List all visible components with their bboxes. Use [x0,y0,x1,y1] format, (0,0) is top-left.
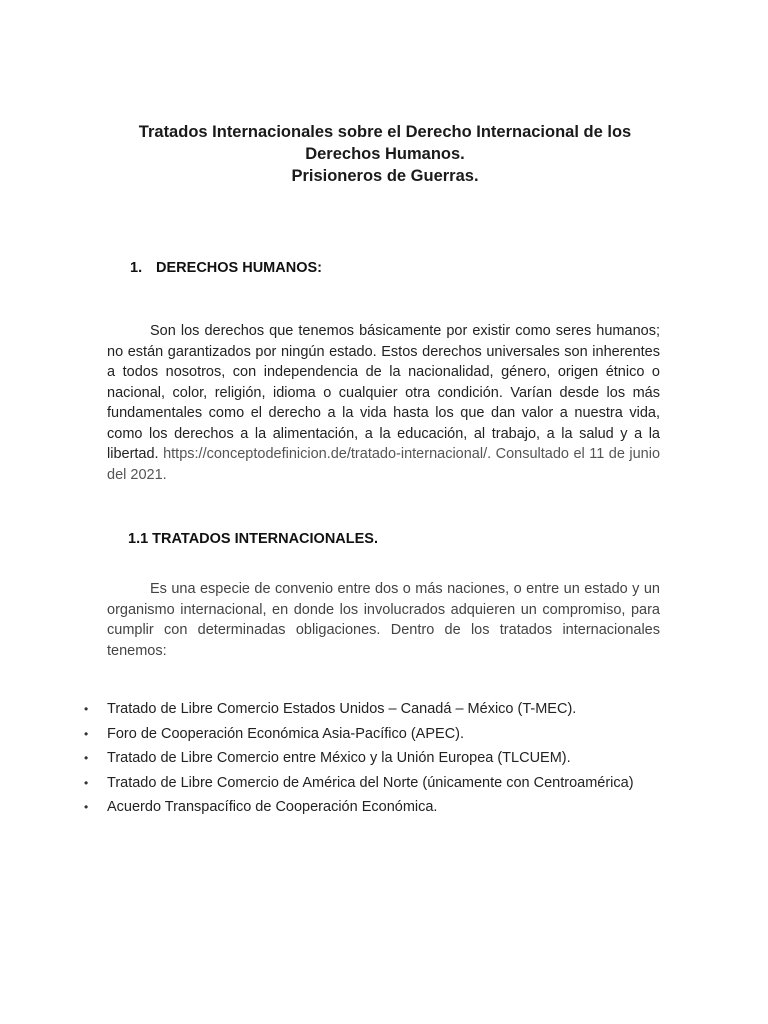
document-title [100,121,670,187]
title-line-2: Derechos Humanos. [305,145,465,163]
section-heading-tratados-internacionales: 1.1 TRATADOS INTERNACIONALES. [128,531,379,547]
section-number: 1. [130,260,143,276]
paragraph-text: Son los derechos que tenemos básicamente por existir como seres humanos; no están garantizados por ningún estado. Estos derechos universales son inherentes a todos nosotros, con independencia de la nacionalidad, género, origen étnico o nacional, color, religión, idioma o cualquier otra condición. Varían desde los más fundamentales como el derecho a la vida hasta los que dan valor a nuestra vida, como los derechos a la alimentación, a la educación, al trabajo, a la salud y a la libertad. [107,323,660,462]
bullet-icon: • [84,775,89,790]
reference-note: Consultado el 11 de junio del 2021. [107,446,661,483]
paragraph-tratados-internacionales [107,579,660,661]
bullet-icon: • [84,751,89,766]
bullet-icon: • [84,702,89,716]
title-line-3: Prisioneros de Guerras. [291,167,479,185]
treaty-list [84,699,634,822]
list-item [84,699,634,724]
list-item [84,724,634,749]
bullet-icon: • [84,726,89,741]
list-item-text: Tratado de Libre Comercio Estados Unidos – Canadá – México (T-MEC). [107,701,577,717]
list-item [84,748,634,773]
list-item-text: Acuerdo Transpacífico de Cooperación Económica. [107,799,438,816]
list-item [84,773,634,798]
title-line-1: Tratados Internacionales sobre el Derecho Internacional de los [138,123,632,141]
reference-link[interactable]: https://conceptodefinicion.de/tratado-internacional/. [163,446,492,462]
list-item-text: Tratado de Libre Comercio de América del Norte (únicamente con Centroamérica) [107,774,634,791]
paragraph-text: Es una especie de convenio entre dos o más naciones, o entre un estado y un organismo internacional, en donde los involucrados adquieren un compromiso, para cumplir con determinadas obligaciones. Dentro de los tratados internacionales tenemos: [107,581,660,659]
list-item-text: Foro de Cooperación Económica Asia-Pacífico (APEC). [107,725,465,742]
bullet-icon: • [84,800,89,815]
list-item [84,797,634,822]
section-heading-text: DERECHOS HUMANOS: [156,260,322,276]
section-heading-derechos-humanos [130,260,322,276]
paragraph-derechos-humanos [107,321,660,485]
list-item-text: Tratado de Libre Comercio entre México y la Unión Europea (TLCUEM). [107,750,571,767]
